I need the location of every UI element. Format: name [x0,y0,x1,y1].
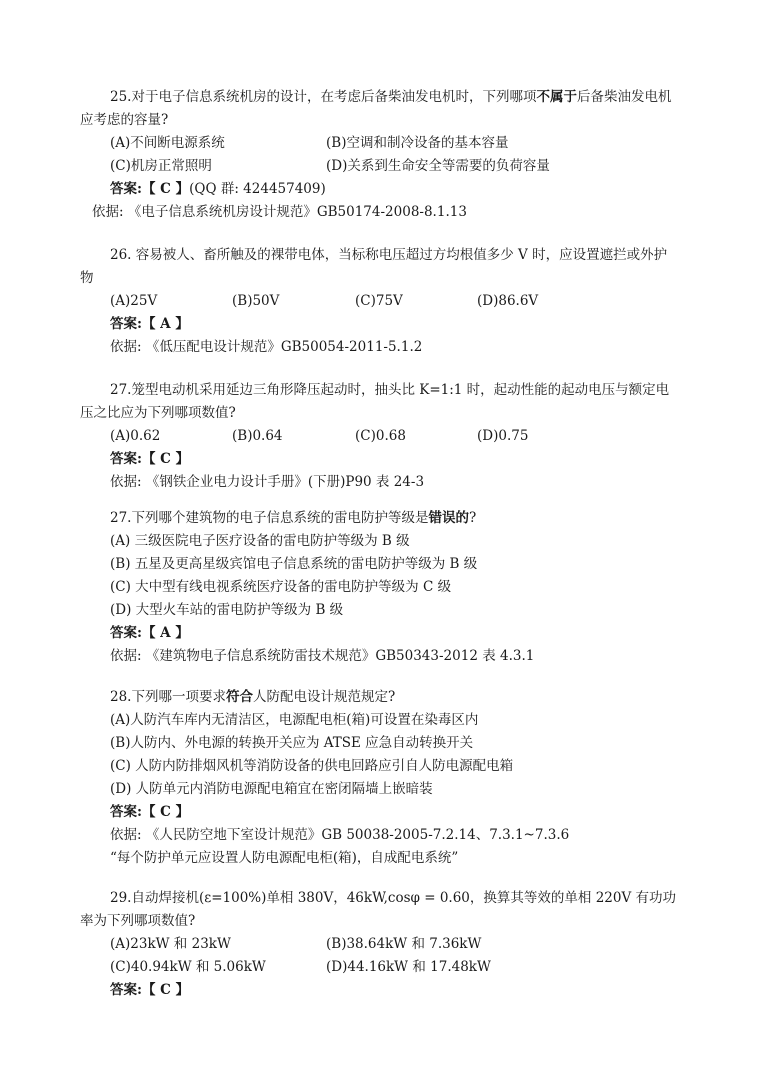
question-26 [80,244,680,359]
option-d: (D)86.6V [477,293,539,309]
question-stem: 25.对于电子信息系统机房的设计，在考虑后备柴油发电机时，下列哪项不属于后备柴油发电机应考虑的容量? [80,89,672,128]
options-row [110,290,680,313]
option-a: (A) 三级医院电子医疗设备的雷电防护等级为 B 级 [110,533,410,549]
option-c: (C)40.94kW 和 5.06kW [110,959,266,975]
answer-line: 答案:【 C 】 [110,804,190,820]
options-row [110,155,680,178]
basis-line: 依据: 《建筑物电子信息系统防雷技术规范》GB50343-2012 表 4.3.1 [110,648,535,664]
question-25 [80,86,680,224]
option-b: (B)空调和制冷设备的基本容量 [326,135,509,151]
question-27-lightning [80,507,680,668]
question-stem: 26. 容易被人、畜所触及的裸带电体，当标称电压超过方均根值多少 V 时，应设置遮拦或外护物 [80,247,668,286]
option-b: (B)人防内、外电源的转换开关应为 ATSE 应急自动转换开关 [110,735,474,751]
question-29 [80,887,680,1002]
option-d: (D)0.75 [477,428,529,444]
option-c: (C)75V [355,293,403,309]
option-d: (D)关系到生命安全等需要的负荷容量 [326,158,550,174]
option-b: (B)50V [232,293,280,309]
basis-line: 依据: 《电子信息系统机房设计规范》GB50174-2008-8.1.13 [92,204,467,220]
option-d: (D) 人防单元内消防电源配电箱宜在密闭隔墙上嵌暗装 [110,781,433,797]
option-b: (B)0.64 [232,428,283,444]
option-a: (A)人防汽车库内无清洁区，电源配电柜(箱)可设置在染毒区内 [110,712,479,728]
option-b: (B)38.64kW 和 7.36kW [326,936,482,952]
question-stem: 27.下列哪个建筑物的电子信息系统的雷电防护等级是错误的? [110,510,477,526]
option-a: (A)25V [110,293,158,309]
option-a: (A)不间断电源系统 [110,135,225,151]
option-c: (C) 大中型有线电视系统医疗设备的雷电防护等级为 C 级 [110,579,452,595]
answer-line: 答案:【 C 】(QQ 群: 424457409) [110,181,326,197]
options-row [110,132,680,155]
option-d: (D)44.16kW 和 17.48kW [326,959,491,975]
options-row [110,425,680,448]
option-a: (A)23kW 和 23kW [110,936,231,952]
option-c: (C)0.68 [355,428,406,444]
options-row [110,933,680,956]
question-27-motor [80,379,680,494]
basis-line: 依据: 《钢铁企业电力设计手册》(下册)P90 表 24-3 [110,474,425,490]
option-c: (C)机房正常照明 [110,158,212,174]
option-d: (D) 大型火车站的雷电防护等级为 B 级 [110,602,344,618]
answer-line: 答案:【 C 】 [110,451,190,467]
answer-line: 答案:【 A 】 [110,316,189,332]
answer-line: 答案:【 C 】 [110,982,190,998]
question-stem: 27.笼型电动机采用延边三角形降压起动时，抽头比 K=1:1 时，起动性能的起动电压与额定电压之比应为下列哪项数值? [80,382,670,421]
question-28 [80,686,680,870]
option-b: (B) 五星及更高星级宾馆电子信息系统的雷电防护等级为 B 级 [110,556,478,572]
basis-line: 依据: 《低压配电设计规范》GB50054-2011-5.1.2 [110,339,423,355]
question-stem: 29.自动焊接机(ε=100%)单相 380V，46kW,cosφ = 0.60，换算其等效的单相 220V 有功功率为下列哪项数值? [80,890,676,929]
option-c: (C) 人防内防排烟风机等消防设备的供电回路应引自人防电源配电箱 [110,758,514,774]
question-stem: 28.下列哪一项要求符合人防配电设计规范规定? [110,689,396,705]
basis-quote: “每个防护单元应设置人防电源配电柜(箱)，自成配电系统” [110,850,459,866]
option-a: (A)0.62 [110,428,161,444]
answer-line: 答案:【 A 】 [110,625,189,641]
options-row [110,956,680,979]
basis-line: 依据: 《人民防空地下室设计规范》GB 50038-2005-7.2.14、7.3.1~7.3.6 [110,827,570,843]
